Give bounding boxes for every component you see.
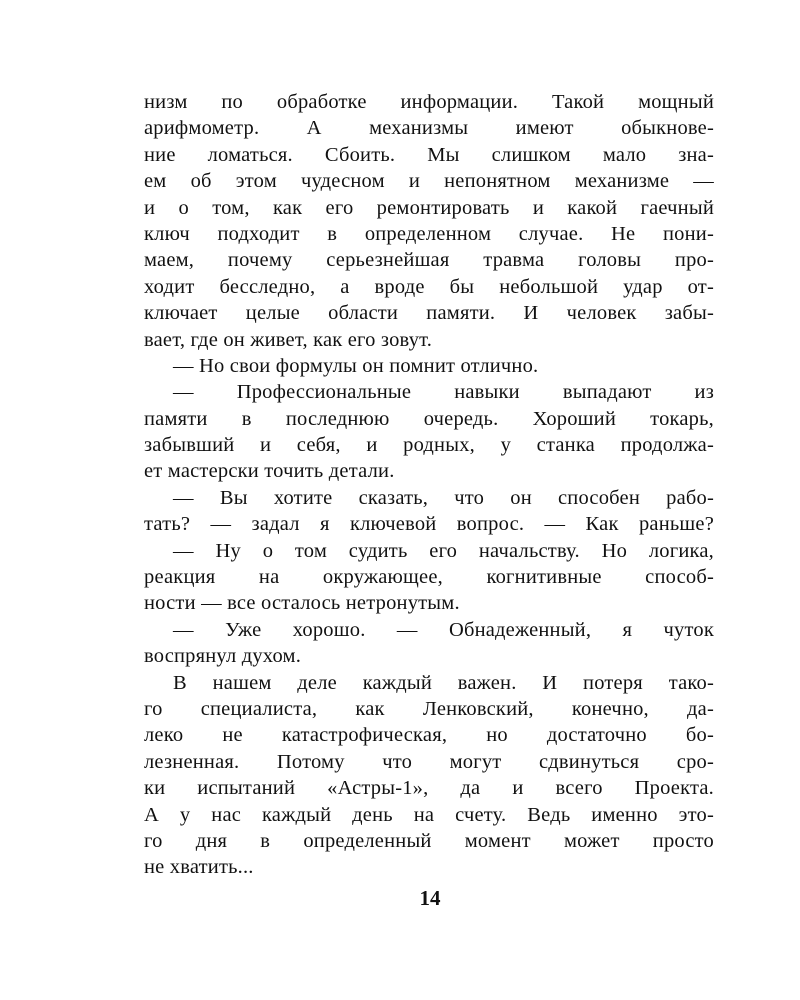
text-line: ности — все осталось нетронутым. [144, 592, 460, 615]
text-line: — Ну о том судить его начальству. Но логика, [173, 539, 714, 562]
text-line: ключ подходит в определенном случае. Не пони- [144, 222, 714, 245]
text-line: ет мастерски точить детали. [144, 460, 395, 483]
text-line: го дня в определенный момент может просто [144, 829, 714, 852]
text-line: — Но свои формулы он помнит отлично. [173, 354, 539, 377]
text-line: забывший и себя, и родных, у станка продолжа- [144, 434, 714, 457]
text-line: лезненная. Потому что могут сдвинуться сро- [144, 750, 714, 773]
text-line: не хватить... [144, 856, 254, 879]
text-line: и о том, как его ремонтировать и какой гаечный [144, 196, 714, 219]
text-line: низм по обработке информации. Такой мощный [144, 91, 714, 113]
text-line: памяти в последнюю очередь. Хороший токарь, [144, 407, 714, 430]
page-body [144, 89, 714, 881]
text-line: А у нас каждый день на счету. Ведь именно это- [144, 803, 714, 826]
text-line: ключает целые области памяти. И человек забы- [144, 302, 714, 325]
text-line: арифмометр. А механизмы имеют обыкнове- [144, 117, 714, 140]
text-line: воспрянул духом. [144, 645, 302, 668]
text-line: реакция на окружающее, когнитивные способ- [144, 566, 714, 589]
text-line: маем, почему серьезнейшая травма головы про- [144, 249, 714, 272]
text-line: го специалиста, как Ленковский, конечно, да- [144, 697, 714, 720]
text-line: ходит бесследно, а вроде бы небольшой удар от- [144, 275, 714, 298]
page-number: 14 [419, 886, 441, 910]
text-line: ем об этом чудесном и непонятном механизме — [144, 170, 714, 193]
text-line: тать? — задал я ключевой вопрос. — Как раньше? [144, 513, 714, 536]
text-line: вает, где он живет, как его зовут. [144, 328, 433, 351]
text-line: В нашем деле каждый важен. И потеря тако- [173, 671, 714, 694]
text-line: ние ломаться. Сбоить. Мы слишком мало зна- [144, 143, 714, 166]
text-line: леко не катастрофическая, но достаточно бо- [144, 724, 714, 747]
text-line: — Уже хорошо. — Обнадеженный, я чуток [173, 618, 714, 641]
text-line: — Профессиональные навыки выпадают из [173, 381, 714, 404]
text-line: — Вы хотите сказать, что он способен рабо- [173, 486, 714, 509]
text-line: ки испытаний «Астры-1», да и всего Проекта. [144, 777, 714, 800]
